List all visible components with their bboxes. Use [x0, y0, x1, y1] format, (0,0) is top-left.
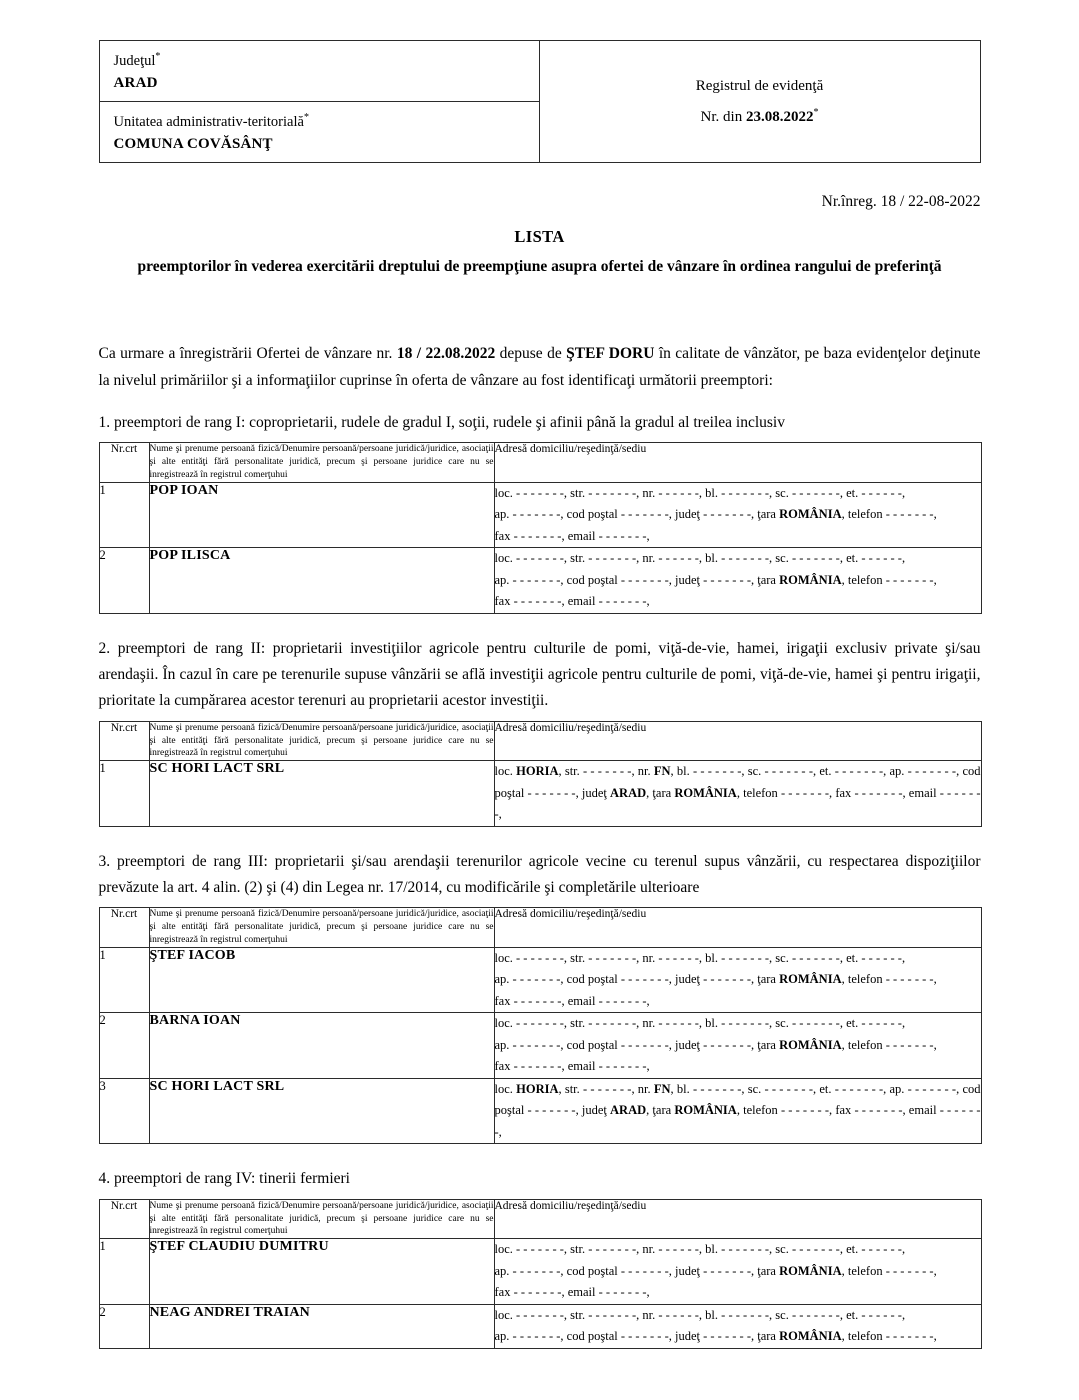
address-line-2b: , telefon - - - - - - -,: [841, 507, 937, 522]
table-row: [99, 1239, 981, 1305]
address-part-2: , str. - - - - - - -, nr.: [558, 1081, 654, 1096]
address-line-2a: ap. - - - - - - -, cod poştal - - - - - - -, judeţ - - - - - - -, ţara: [494, 1329, 780, 1344]
address-line-2a: ap. - - - - - - -, cod poştal - - - - - - -, judeţ - - - - - - -, ţara: [494, 1263, 780, 1278]
address-country: ROMÂNIA: [674, 785, 737, 800]
address-line-1: loc. - - - - - - -, str. - - - - - - -, nr. - - - - - -, bl. - - - - - - -, sc. - - - - - - -, et. - - - - - -,: [494, 1242, 906, 1257]
judet-cell: [100, 41, 539, 102]
column-header-nr: Nr.crt: [99, 721, 149, 760]
preemptors-table-rank-3: [99, 907, 982, 1144]
row-index: 2: [99, 548, 149, 614]
column-header-address: Adresă domiciliu/reşedinţă/sediu: [494, 443, 981, 482]
row-name: SC HORI LACT SRL: [149, 761, 494, 827]
address-line-2a: ap. - - - - - - -, cod poştal - - - - - - -, judeţ - - - - - - -, ţara: [494, 1037, 780, 1052]
intro-part3: în calitate de vânzător, pe baza evidenţelor deţinute la nivelul primăriilor şi a informaţiilor cuprinse în oferta de vânzare au fost identificaţi următorii preemptori:: [98, 345, 981, 390]
address-line-2b: , telefon - - - - - - -,: [841, 1263, 937, 1278]
column-header-name: Nume şi prenume persoană fizică/Denumire persoană/persoane juridică/juridice, asociaţii şi alte entităţi fără personalitate juridică, precum şi persoane juridice care nu se inregistrează în registrul comerţuhui: [149, 908, 494, 947]
address-country: ROMÂNIA: [674, 1103, 737, 1118]
intro-paragraph: [99, 340, 981, 394]
table-header-row: [99, 1199, 981, 1238]
address-line-1: loc. - - - - - - -, str. - - - - - - -, nr. - - - - - -, bl. - - - - - - -, sc. - - - - - - -, et. - - - - - -,: [494, 1307, 906, 1322]
column-header-address: Adresă domiciliu/reşedinţă/sediu: [494, 1199, 981, 1238]
row-address: [494, 1013, 981, 1079]
section-rank-3: [99, 849, 981, 1145]
section-heading: 3. preemptori de rang III: proprietarii şi/sau arendaşii terenurilor agricole vecine cu terenul supus vânzării, cu respectarea dispoziţiilor prevăzute la art. 4 alin. (2) şi (4) din Legea nr. 17/2014, cu modificările şi completările ulterioare: [98, 852, 981, 897]
seller-name: ŞTEF DORU: [566, 345, 655, 363]
address-part-1: loc.: [494, 1081, 517, 1096]
address-part-4: , ţara: [646, 785, 675, 800]
column-header-name: Nume şi prenume persoană fizică/Denumire persoană/persoane juridică/juridice, asociaţii şi alte entităţi fără personalitate juridică, precum şi persoane juridice care nu se inregistrează în registrul comerţuhui: [149, 721, 494, 760]
address-country: ROMÂNIA: [779, 972, 842, 987]
address-locality: HORIA: [516, 764, 559, 779]
intro-part1: Ca urmare a înregistrării Ofertei de vânzare nr.: [98, 345, 397, 363]
address-line-2b: , telefon - - - - - - -,: [841, 1037, 937, 1052]
address-number: FN: [653, 1081, 671, 1096]
preemptors-table-rank-1: [99, 442, 982, 613]
section-rank-2: [99, 636, 981, 827]
address-line-3: fax - - - - - - -, email - - - - - - -,: [494, 528, 650, 543]
section-heading: 2. preemptori de rang II: proprietarii investiţiilor agricole pentru culturile de pomi, viţă-de-vie, hamei, irigaţii exclusiv private şi/sau arendaşii. În cazul în care pe terenurile supuse vânzării se află investiţii agricole pentru culturile de pomi, viţă-de-vie, hamei şi pentru irigaţii, prioritate la cumpărarea acestor terenuri au proprietarii acestor investiţii.: [98, 639, 981, 710]
address-line-2b: , telefon - - - - - - -,: [841, 972, 937, 987]
row-address: [494, 1239, 981, 1305]
intro-part2: depuse de: [495, 345, 567, 363]
row-index: 1: [99, 761, 149, 827]
address-part-3: , bl. - - - - - - -, sc. - - - - - - -, et. - - - - - - -, ap. - - - - - - -, cod poştal - - - - - - -, judeţ: [494, 1081, 981, 1118]
address-number: FN: [653, 764, 671, 779]
address-country: ROMÂNIA: [779, 1037, 842, 1052]
row-name: SC HORI LACT SRL: [149, 1078, 494, 1144]
address-line-3: fax - - - - - - -, email - - - - - - -,: [494, 993, 650, 1008]
address-country: ROMÂNIA: [779, 572, 842, 587]
address-country: ROMÂNIA: [779, 507, 842, 522]
address-line-3: fax - - - - - - -, email - - - - - - -,: [494, 594, 650, 609]
required-star: *: [813, 106, 819, 118]
header-left-block: [100, 41, 540, 162]
address-part-5: , telefon - - - - - - -, fax - - - - - - -, email - - - - - - -,: [494, 785, 981, 822]
row-name: POP ILISCA: [149, 548, 494, 614]
address-line-1: loc. - - - - - - -, str. - - - - - - -, nr. - - - - - -, bl. - - - - - - -, sc. - - - - - - -, et. - - - - - -,: [494, 1016, 906, 1031]
address-part-1: loc.: [494, 764, 517, 779]
address-line-1: loc. - - - - - - -, str. - - - - - - -, nr. - - - - - -, bl. - - - - - - -, sc. - - - - - - -, et. - - - - - -,: [494, 950, 906, 965]
column-header-nr: Nr.crt: [99, 443, 149, 482]
uat-value: COMUNA COVĂSÂNŢ: [113, 135, 273, 152]
column-header-nr: Nr.crt: [99, 908, 149, 947]
table-row: [99, 1013, 981, 1079]
row-address: [494, 1304, 981, 1348]
row-index: 1: [99, 1239, 149, 1305]
address-line-2a: ap. - - - - - - -, cod poştal - - - - - - -, judeţ - - - - - - -, ţara: [494, 972, 780, 987]
section-rank-1: [99, 410, 981, 614]
table-header-row: [99, 908, 981, 947]
column-header-name: Nume şi prenume persoană fizică/Denumire persoană/persoane juridică/juridice, asociaţii şi alte entităţi fără personalitate juridică, precum şi persoane juridice care nu se inregistrează în registrul comerţuhui: [149, 443, 494, 482]
preemptors-table-rank-2: [99, 721, 982, 827]
table-header-row: [99, 443, 981, 482]
row-index: 1: [99, 947, 149, 1013]
table-row: [99, 947, 981, 1013]
address-line-2b: , telefon - - - - - - -,: [841, 1329, 937, 1344]
row-index: 3: [99, 1078, 149, 1144]
row-address: [494, 947, 981, 1013]
address-line-2b: , telefon - - - - - - -,: [841, 572, 937, 587]
row-index: 2: [99, 1013, 149, 1079]
page-subtitle: preemptorilor în vederea exercitării dreptului de preempţiune asupra ofertei de vânzare în ordinea rangului de preferinţă: [137, 258, 942, 275]
registru-title: Registrul de evidenţă: [695, 77, 824, 94]
table-header-row: [99, 721, 981, 760]
document-header: [99, 40, 981, 163]
registru-number-line: Nr. din 23.08.2022*: [700, 106, 819, 125]
table-row: [99, 761, 981, 827]
address-country: ROMÂNIA: [779, 1263, 842, 1278]
row-name: NEAG ANDREI TRAIAN: [149, 1304, 494, 1348]
address-line-2a: ap. - - - - - - -, cod poştal - - - - - - -, judeţ - - - - - - -, ţara: [494, 572, 780, 587]
address-line-3: fax - - - - - - -, email - - - - - - -,: [494, 1285, 650, 1300]
table-row: [99, 548, 981, 614]
required-star: *: [303, 112, 309, 123]
registration-number: Nr.înreg. 18 / 22-08-2022: [821, 193, 981, 210]
row-address: [494, 548, 981, 614]
column-header-address: Adresă domiciliu/reşedinţă/sediu: [494, 908, 981, 947]
address-country: ROMÂNIA: [779, 1329, 842, 1344]
row-name: ŞTEF IACOB: [149, 947, 494, 1013]
row-name: ŞTEF CLAUDIU DUMITRU: [149, 1239, 494, 1305]
address-county: ARAD: [610, 785, 647, 800]
row-name: BARNA IOAN: [149, 1013, 494, 1079]
required-star: *: [155, 51, 161, 62]
row-index: 2: [99, 1304, 149, 1348]
address-part-2: , str. - - - - - - -, nr.: [558, 764, 654, 779]
row-address: [494, 482, 981, 548]
registru-block: [540, 41, 980, 162]
judet-value: ARAD: [113, 74, 158, 91]
row-address: [494, 761, 981, 827]
address-line-3: fax - - - - - - -, email - - - - - - -,: [494, 1059, 650, 1074]
document-content: [99, 0, 981, 1349]
address-locality: HORIA: [516, 1081, 559, 1096]
page-title: LISTA: [514, 227, 565, 246]
row-name: POP IOAN: [149, 482, 494, 548]
address-part-5: , telefon - - - - - - -, fax - - - - - - -, email - - - - - - -,: [494, 1103, 981, 1139]
table-row: [99, 1304, 981, 1348]
address-line-2a: ap. - - - - - - -, cod poştal - - - - - - -, judeţ - - - - - - -, ţara: [494, 507, 780, 522]
judet-label: Judeţul*: [113, 51, 161, 69]
registru-date: 23.08.2022: [745, 108, 814, 125]
address-county: ARAD: [610, 1103, 647, 1118]
preemptors-table-rank-4: [99, 1199, 982, 1349]
row-address: [494, 1078, 981, 1144]
address-part-3: , bl. - - - - - - -, sc. - - - - - - -, et. - - - - - - -, ap. - - - - - - -, cod poştal - - - - - - -, judeţ: [494, 764, 981, 800]
section-heading: 1. preemptori de rang I: coproprietarii, rudele de gradul I, soţii, rudele şi afinii până la gradul al treilea inclusiv: [98, 414, 785, 431]
uat-cell: [100, 102, 539, 162]
column-header-name: Nume şi prenume persoană fizică/Denumire persoană/persoane juridică/juridice, asociaţii şi alte entităţi fără personalitate juridică, precum şi persoane juridice care nu se inregistrează în registrul comerţuhui: [149, 1199, 494, 1238]
section-rank-4: [99, 1166, 981, 1348]
section-heading: 4. preemptori de rang IV: tinerii fermieri: [98, 1170, 350, 1188]
address-line-1: loc. - - - - - - -, str. - - - - - - -, nr. - - - - - -, bl. - - - - - - -, sc. - - - - - - -, et. - - - - - -,: [494, 485, 906, 500]
table-row: [99, 1078, 981, 1144]
address-part-4: , ţara: [646, 1103, 675, 1118]
table-row: [99, 482, 981, 548]
row-index: 1: [99, 482, 149, 548]
offer-number: 18 / 22.08.2022: [396, 345, 496, 363]
column-header-nr: Nr.crt: [99, 1199, 149, 1238]
uat-label: Unitatea administrativ-teritorială*: [113, 112, 309, 130]
column-header-address: Adresă domiciliu/reşedinţă/sediu: [494, 721, 981, 760]
address-line-1: loc. - - - - - - -, str. - - - - - - -, nr. - - - - - -, bl. - - - - - - -, sc. - - - - - - -, et. - - - - - -,: [494, 551, 906, 566]
